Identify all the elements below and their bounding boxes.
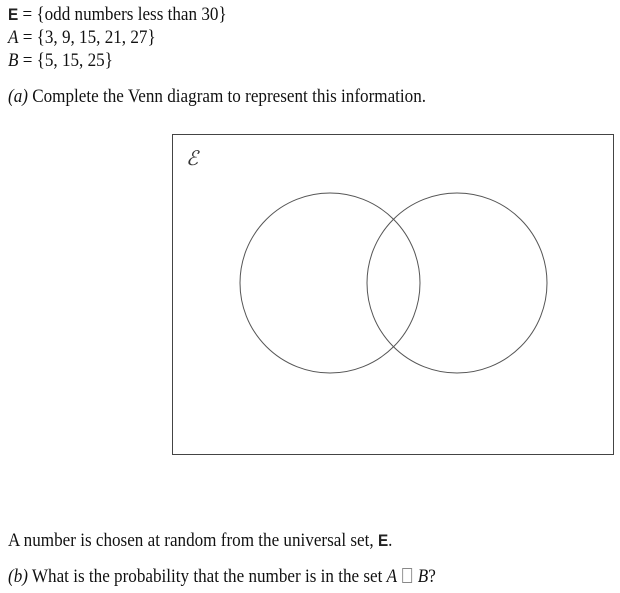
part-b-label: (b) xyxy=(8,566,28,587)
missing-symbol-box-icon xyxy=(403,568,413,583)
set-b-text: = {5, 15, 25} xyxy=(18,50,113,71)
part-a-text: Complete the Venn diagram to represent this information. xyxy=(27,86,427,107)
part-a-label: (a) xyxy=(8,86,28,107)
part-b-set-a: A xyxy=(386,566,398,587)
chosen-statement xyxy=(8,530,392,552)
set-a-name: A xyxy=(8,27,19,48)
chosen-universal-symbol: E xyxy=(377,531,389,550)
chosen-text: A number is chosen at random from the universal set, xyxy=(8,530,378,551)
chosen-end: . xyxy=(388,530,393,551)
set-b-name: B xyxy=(8,50,19,71)
part-b-question xyxy=(8,566,436,588)
universal-set-symbol: ℰ xyxy=(186,146,199,170)
universal-text: = {odd numbers less than 30} xyxy=(18,4,227,25)
part-b-text: What is the probability that the number is in the set xyxy=(27,566,387,587)
universal-set-box xyxy=(173,135,614,455)
universal-symbol: E xyxy=(8,5,19,24)
set-a-text: = {3, 9, 15, 21, 27} xyxy=(18,27,156,48)
part-b-end: ? xyxy=(428,566,436,587)
part-b-set-b: B xyxy=(417,566,429,587)
